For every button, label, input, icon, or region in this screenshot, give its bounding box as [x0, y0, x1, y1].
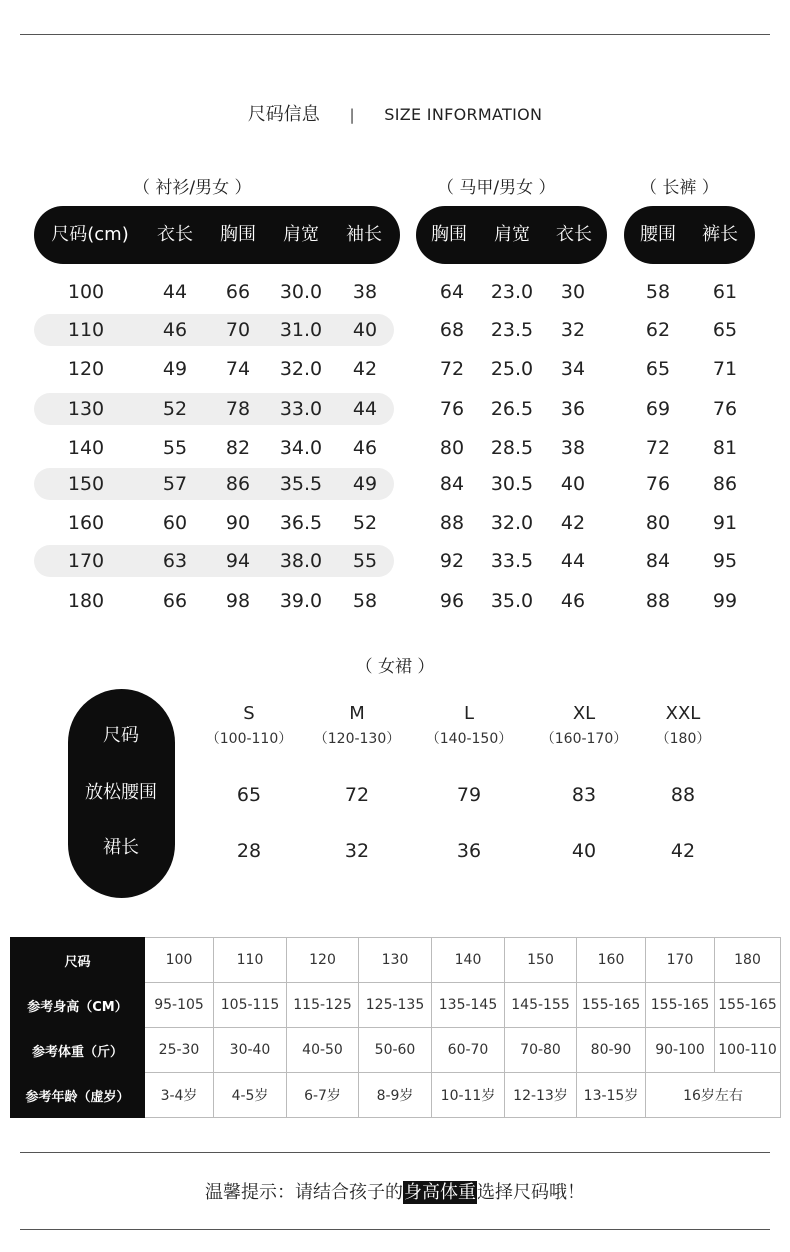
- shirt-cell: 60: [162, 512, 188, 534]
- pants-cell: 69: [645, 398, 671, 420]
- shirt-cell: 150: [67, 473, 105, 495]
- vest-cell: 46: [560, 590, 586, 612]
- reference-cell: 30-40: [214, 1028, 287, 1073]
- reference-row: [11, 938, 781, 983]
- skirt-size-range: （180）: [655, 731, 711, 747]
- vest-cell: 23.0: [490, 281, 534, 303]
- pants-cell: 99: [712, 590, 738, 612]
- shirt-cell: 66: [162, 590, 188, 612]
- shirt-header-chest: 胸围: [220, 224, 256, 245]
- skirt-length-value: 28: [236, 840, 262, 862]
- shirt-cell: 55: [162, 437, 188, 459]
- vest-cell: 33.5: [490, 550, 534, 572]
- reference-row-header: 参考体重（斤）: [11, 1028, 145, 1073]
- reference-row-header: 参考年龄（虚岁）: [11, 1073, 145, 1118]
- pants-cell: 58: [645, 281, 671, 303]
- reference-cell: 3-4岁: [145, 1073, 214, 1118]
- reference-row-header: 参考身高（CM）: [11, 983, 145, 1028]
- reference-cell: 6-7岁: [287, 1073, 359, 1118]
- skirt-label-length: 裙长: [103, 837, 139, 858]
- shirt-header-length: 衣长: [157, 224, 193, 245]
- shirt-cell: 90: [225, 512, 251, 534]
- skirt-size-label: XL: [572, 703, 596, 724]
- shirt-cell: 42: [352, 358, 378, 380]
- reference-cell: 160: [577, 938, 646, 983]
- pants-section-label: （ 长裤 ）: [640, 178, 719, 198]
- vest-section-label: （ 马甲/男女 ）: [437, 178, 556, 198]
- vest-cell: 72: [439, 358, 465, 380]
- reference-cell: 155-165: [646, 983, 715, 1028]
- reference-cell: 115-125: [287, 983, 359, 1028]
- shirt-cell: 160: [67, 512, 105, 534]
- shirt-cell: 100: [67, 281, 105, 303]
- shirt-cell: 38: [352, 281, 378, 303]
- reference-cell: 140: [432, 938, 505, 983]
- reference-cell: 50-60: [359, 1028, 432, 1073]
- reference-cell: 145-155: [505, 983, 577, 1028]
- top-divider: [20, 34, 770, 35]
- reference-cell: 155-165: [715, 983, 781, 1028]
- reference-cell: 60-70: [432, 1028, 505, 1073]
- reference-row: [11, 1073, 781, 1118]
- vest-cell: 96: [439, 590, 465, 612]
- shirt-section-label: （ 衬衫/男女 ）: [133, 178, 252, 198]
- skirt-length-value: 36: [456, 840, 482, 862]
- reference-cell: 180: [715, 938, 781, 983]
- shirt-cell: 44: [352, 398, 378, 420]
- reference-cell: 4-5岁: [214, 1073, 287, 1118]
- reference-cell: 90-100: [646, 1028, 715, 1073]
- tip-prefix: 温馨提示：请结合孩子的: [205, 1182, 403, 1203]
- reference-cell: 100: [145, 938, 214, 983]
- shirt-header-sleeve: 袖长: [346, 224, 382, 245]
- tip-text: [0, 1178, 790, 1204]
- skirt-size-label: XXL: [665, 703, 701, 724]
- reference-row: [11, 983, 781, 1028]
- pants-cell: 65: [645, 358, 671, 380]
- shirt-cell: 52: [352, 512, 378, 534]
- skirt-size-range: （160-170）: [540, 731, 628, 747]
- shirt-header-pill: [34, 206, 400, 264]
- shirt-cell: 49: [352, 473, 378, 495]
- vest-header-pill: [416, 206, 607, 264]
- shirt-cell: 46: [162, 319, 188, 341]
- shirt-cell: 94: [225, 550, 251, 572]
- vest-cell: 30: [560, 281, 586, 303]
- skirt-label-waist: 放松腰围: [85, 782, 157, 803]
- vest-header-shoulder: 肩宽: [494, 224, 530, 245]
- reference-cell: 150: [505, 938, 577, 983]
- title-separator: |: [349, 106, 355, 124]
- shirt-cell: 36.5: [279, 512, 323, 534]
- tip-highlight: 身高体重: [404, 1182, 476, 1203]
- skirt-size-range: （120-130）: [313, 731, 401, 747]
- reference-cell: 125-135: [359, 983, 432, 1028]
- reference-cell: 155-165: [577, 983, 646, 1028]
- vest-cell: 88: [439, 512, 465, 534]
- vest-cell: 32: [560, 319, 586, 341]
- skirt-section-label: （ 女裙 ）: [355, 657, 435, 677]
- pants-cell: 91: [712, 512, 738, 534]
- pants-cell: 71: [712, 358, 738, 380]
- shirt-cell: 74: [225, 358, 251, 380]
- reference-cell: 40-50: [287, 1028, 359, 1073]
- skirt-waist-value: 79: [456, 784, 482, 806]
- vest-cell: 32.0: [490, 512, 534, 534]
- page-title: [0, 100, 790, 126]
- reference-cell: 80-90: [577, 1028, 646, 1073]
- shirt-cell: 39.0: [279, 590, 323, 612]
- shirt-cell: 55: [352, 550, 378, 572]
- reference-row: [11, 1028, 781, 1073]
- pants-cell: 80: [645, 512, 671, 534]
- shirt-cell: 32.0: [279, 358, 323, 380]
- reference-cell: 70-80: [505, 1028, 577, 1073]
- skirt-length-value: 42: [670, 840, 696, 862]
- shirt-cell: 49: [162, 358, 188, 380]
- reference-cell: 130: [359, 938, 432, 983]
- tip-suffix: 选择尺码哦！: [477, 1182, 585, 1203]
- reference-cell: 105-115: [214, 983, 287, 1028]
- shirt-cell: 180: [67, 590, 105, 612]
- shirt-cell: 63: [162, 550, 188, 572]
- pants-cell: 65: [712, 319, 738, 341]
- shirt-cell: 38.0: [279, 550, 323, 572]
- vest-cell: 23.5: [490, 319, 534, 341]
- pants-cell: 81: [712, 437, 738, 459]
- reference-cell: 170: [646, 938, 715, 983]
- vest-cell: 40: [560, 473, 586, 495]
- vest-cell: 38: [560, 437, 586, 459]
- vest-cell: 26.5: [490, 398, 534, 420]
- vest-cell: 34: [560, 358, 586, 380]
- reference-cell: 95-105: [145, 983, 214, 1028]
- bottom-divider-1: [20, 1152, 770, 1153]
- shirt-cell: 140: [67, 437, 105, 459]
- shirt-cell: 35.5: [279, 473, 323, 495]
- vest-cell: 28.5: [490, 437, 534, 459]
- vest-cell: 64: [439, 281, 465, 303]
- shirt-cell: 170: [67, 550, 105, 572]
- shirt-cell: 66: [225, 281, 251, 303]
- pants-cell: 72: [645, 437, 671, 459]
- pants-header-pill: [624, 206, 755, 264]
- shirt-cell: 33.0: [279, 398, 323, 420]
- reference-cell: 135-145: [432, 983, 505, 1028]
- vest-header-length: 衣长: [556, 224, 592, 245]
- shirt-cell: 110: [67, 319, 105, 341]
- reference-row-header: 尺码: [11, 938, 145, 983]
- shirt-cell: 57: [162, 473, 188, 495]
- reference-cell: 10-11岁: [432, 1073, 505, 1118]
- vest-cell: 80: [439, 437, 465, 459]
- reference-cell: 25-30: [145, 1028, 214, 1073]
- vest-cell: 92: [439, 550, 465, 572]
- vest-cell: 76: [439, 398, 465, 420]
- shirt-cell: 98: [225, 590, 251, 612]
- title-en: SIZE INFORMATION: [384, 105, 543, 124]
- skirt-length-value: 40: [571, 840, 597, 862]
- reference-cell: 8-9岁: [359, 1073, 432, 1118]
- pants-cell: 86: [712, 473, 738, 495]
- pants-header-waist: 腰围: [640, 224, 676, 245]
- shirt-cell: 44: [162, 281, 188, 303]
- shirt-cell: 40: [352, 319, 378, 341]
- vest-cell: 36: [560, 398, 586, 420]
- reference-table: [10, 937, 781, 1118]
- reference-cell: 100-110: [715, 1028, 781, 1073]
- shirt-cell: 70: [225, 319, 251, 341]
- skirt-waist-value: 88: [670, 784, 696, 806]
- pants-cell: 61: [712, 281, 738, 303]
- shirt-cell: 130: [67, 398, 105, 420]
- skirt-waist-value: 72: [344, 784, 370, 806]
- reference-cell: 110: [214, 938, 287, 983]
- skirt-size-label: L: [463, 703, 475, 724]
- pants-cell: 84: [645, 550, 671, 572]
- reference-cell: 120: [287, 938, 359, 983]
- shirt-cell: 78: [225, 398, 251, 420]
- skirt-size-range: （140-150）: [425, 731, 513, 747]
- vest-cell: 84: [439, 473, 465, 495]
- pants-cell: 88: [645, 590, 671, 612]
- shirt-cell: 34.0: [279, 437, 323, 459]
- vest-cell: 30.5: [490, 473, 534, 495]
- shirt-cell: 46: [352, 437, 378, 459]
- shirt-cell: 58: [352, 590, 378, 612]
- pants-cell: 76: [712, 398, 738, 420]
- skirt-length-value: 32: [344, 840, 370, 862]
- vest-cell: 42: [560, 512, 586, 534]
- title-cn: 尺码信息: [247, 104, 320, 125]
- pants-cell: 62: [645, 319, 671, 341]
- reference-cell: 12-13岁: [505, 1073, 577, 1118]
- vest-cell: 44: [560, 550, 586, 572]
- shirt-header-shoulder: 肩宽: [283, 224, 319, 245]
- pants-cell: 76: [645, 473, 671, 495]
- shirt-cell: 31.0: [279, 319, 323, 341]
- vest-header-chest: 胸围: [431, 224, 467, 245]
- reference-cell: 16岁左右: [646, 1073, 781, 1118]
- skirt-waist-value: 83: [571, 784, 597, 806]
- skirt-size-label: M: [349, 703, 365, 724]
- skirt-waist-value: 65: [236, 784, 262, 806]
- shirt-cell: 30.0: [279, 281, 323, 303]
- shirt-cell: 52: [162, 398, 188, 420]
- shirt-cell: 120: [67, 358, 105, 380]
- pants-header-length: 裤长: [702, 224, 738, 245]
- bottom-divider-2: [20, 1229, 770, 1230]
- skirt-label-size: 尺码: [103, 725, 139, 746]
- vest-cell: 68: [439, 319, 465, 341]
- shirt-header-size: 尺码(cm): [51, 224, 129, 245]
- vest-cell: 35.0: [490, 590, 534, 612]
- skirt-size-range: （100-110）: [205, 731, 293, 747]
- skirt-size-label: S: [243, 703, 255, 724]
- pants-cell: 95: [712, 550, 738, 572]
- shirt-cell: 82: [225, 437, 251, 459]
- vest-cell: 25.0: [490, 358, 534, 380]
- shirt-cell: 86: [225, 473, 251, 495]
- reference-cell: 13-15岁: [577, 1073, 646, 1118]
